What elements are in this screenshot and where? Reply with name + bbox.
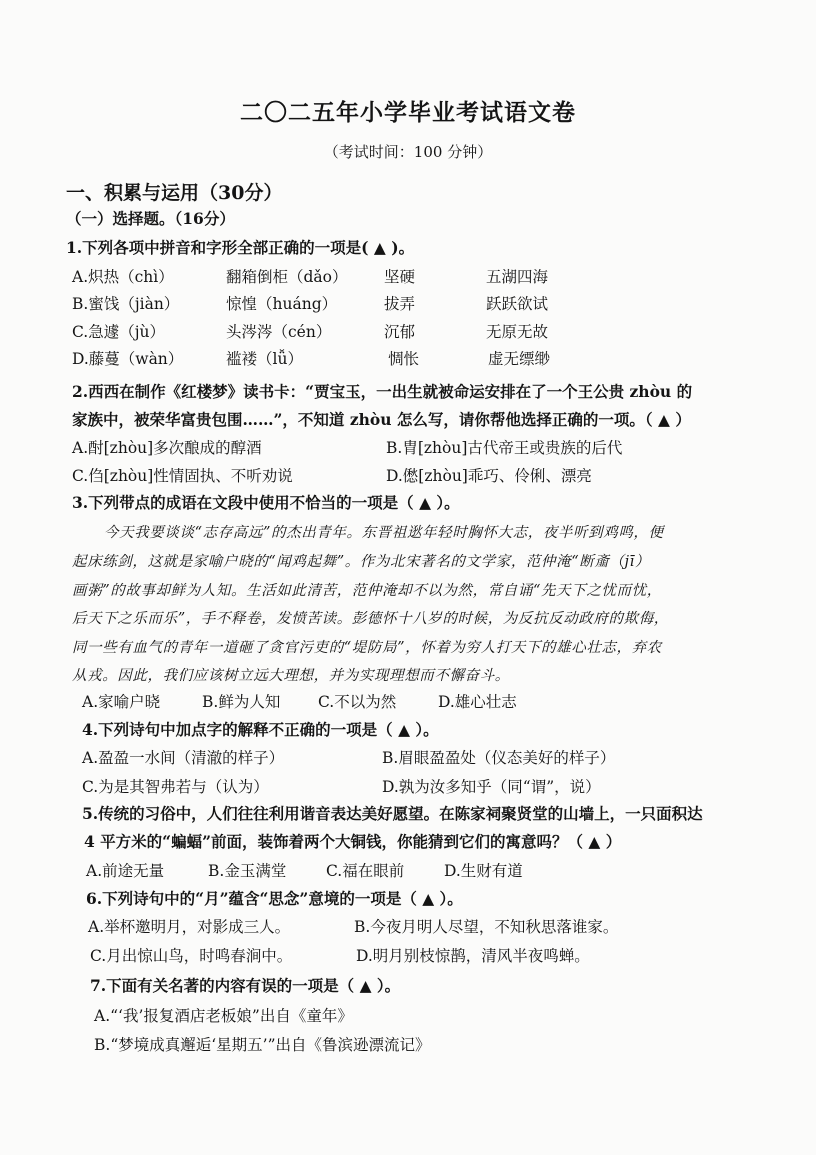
option-d: D.僽[zhòu]乖巧、伶俐、漂亮 [386, 467, 592, 485]
page-title: 二〇二五年小学毕业考试语文卷 [240, 99, 576, 126]
option-cell: 惆怅 [388, 350, 420, 368]
option-b: B.“梦境成真邂逅‘星期五’”出自《鲁滨逊漂流记》 [94, 1036, 431, 1054]
question-stem: 7.下面有关名著的内容有误的一项是（ ▲ ）。 [90, 976, 401, 995]
option-b: B.眉眼盈盈处（仪态美好的样子） [382, 749, 616, 767]
option-cell: 无原无故 [486, 323, 549, 341]
option-cell: 坚硬 [384, 268, 416, 286]
option-cell: 五湖四海 [486, 268, 549, 286]
question-stem: 5.传统的习俗中，人们往往利用谐音表达美好愿望。在陈家祠聚贤堂的山墙上，一只面积达 [82, 804, 703, 823]
option-b: B.今夜月明人尽望，不知秋思落谁家。 [354, 918, 619, 936]
option-a: A.酎[zhòu]多次酿成的醇酒 [72, 439, 262, 457]
option-a: A.前途无量 [86, 862, 165, 880]
option-cell: D.藤蔓（wàn） [72, 350, 184, 368]
passage-line: 同一些有血气的青年一道砸了贪官污吏的“堤防局”，怀着为穷人打天下的雄心壮志，弃农 [72, 640, 662, 656]
sub-section-heading: （一）选择题。（16分） [66, 209, 235, 228]
question-stem: 3.下列带点的成语在文段中使用不恰当的一项是（ ▲ ）。 [72, 493, 460, 512]
passage-line: 后天下之乐而乐”，手不释卷，发愤苦读。彭德怀十八岁的时候，为反抗反动政府的欺侮， [72, 611, 669, 627]
option-a: A.家喻户晓 [82, 693, 161, 711]
option-c: C.福在眼前 [326, 862, 405, 880]
option-c: C.㑇[zhòu]性情固执、不听劝说 [72, 467, 293, 485]
question-stem: 4.下列诗句中加点字的解释不正确的一项是（ ▲ ）。 [82, 720, 439, 739]
option-cell: 惊惶（huáng） [226, 295, 338, 313]
section-heading: 一、积累与运用（30分） [66, 182, 283, 204]
exam-time: （考试时间：100 分钟） [323, 143, 493, 161]
option-cell: 褴褛（lǚ） [226, 350, 303, 368]
option-cell: 跃跃欲试 [486, 295, 549, 313]
question-stem: 家族中，被荣华富贵包围……”，不知道 zhòu 怎么写，请你帮他选择正确的一项。（ ▲ ） [72, 410, 691, 429]
option-cell: A.炽热（chì） [72, 268, 174, 286]
option-cell: C.急遽（jù） [72, 323, 166, 341]
passage-line: 今天我要谈谈“志存高远”的杰出青年。东晋祖逖年轻时胸怀大志，夜半听到鸡鸣，便 [104, 525, 664, 541]
question-stem: 6.下列诗句中的“月”蕴含“思念”意境的一项是（ ▲ ）。 [86, 889, 463, 908]
option-d: D.孰为汝多知乎（同“谓”，说） [382, 778, 601, 796]
option-cell: 拔弄 [384, 295, 416, 313]
option-d: D.雄心壮志 [438, 693, 517, 711]
option-b: B.鲜为人知 [202, 693, 281, 711]
question-stem: 1.下列各项中拼音和字形全部正确的一项是( ▲ )。 [66, 238, 415, 257]
question-stem: 2.西西在制作《红楼梦》读书卡：“贾宝玉，一出生就被命运安排在了一个王公贵 zhòu 的 [72, 382, 693, 401]
passage-line: 起床练剑，这就是家喻户晓的“闻鸡起舞”。作为北宋著名的文学家，范仲淹“断齑（jī） [72, 554, 650, 570]
option-c: C.为是其智弗若与（认为） [82, 778, 269, 796]
option-d: D.生财有道 [444, 862, 523, 880]
option-d: D.明月别枝惊鹊，清风半夜鸣蝉。 [356, 947, 590, 965]
option-cell: 虚无缥缈 [488, 350, 551, 368]
passage-line: 画粥”的故事却鲜为人知。生活如此清苦，范仲淹却不以为然，常自诵“先天下之忧而忧， [72, 583, 662, 599]
option-b: B.金玉满堂 [208, 862, 287, 880]
option-cell: 翻箱倒柜（dǎo） [226, 268, 348, 286]
option-cell: B.蜜饯（jiàn） [72, 295, 180, 313]
option-c: C.月出惊山鸟，时鸣春涧中。 [90, 947, 293, 965]
option-b: B.胄[zhòu]古代帝王或贵族的后代 [386, 439, 623, 457]
question-stem: 4 平方米的“蝙蝠”前面，装饰着两个大铜钱，你能猜到它们的寓意吗？（ ▲ ） [84, 832, 622, 851]
option-a: A.举杯邀明月，对影成三人。 [88, 918, 291, 936]
option-cell: 沉郁 [384, 323, 416, 341]
passage-line: 从戎。因此，我们应该树立远大理想，并为实现理想而不懈奋斗。 [72, 668, 510, 684]
option-cell: 头涔涔（cén） [226, 323, 332, 341]
option-c: C.不以为然 [318, 693, 397, 711]
option-a: A.“‘我’报复酒店老板娘”出自《童年》 [94, 1007, 353, 1025]
option-a: A.盈盈一水间（清澈的样子） [82, 749, 285, 767]
